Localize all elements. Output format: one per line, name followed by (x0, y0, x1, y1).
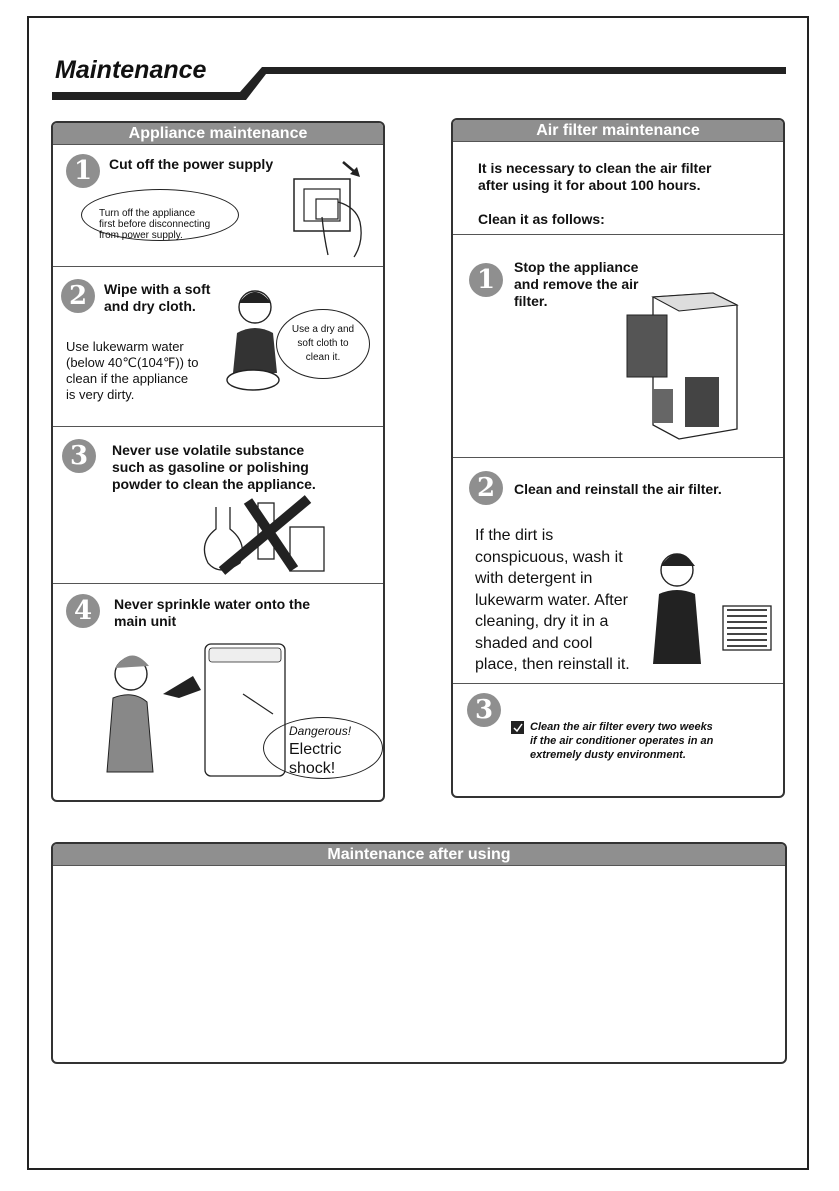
step3-title: Never use volatile substance such as gasoline or polishing powder to clean the appliance. (112, 442, 316, 492)
chemicals-crossed-illustration (198, 499, 338, 579)
step1-title: Cut off the power supply (109, 156, 274, 172)
step4-bubble-big: Electric shock! (289, 741, 342, 777)
step-number-3: 3 (467, 693, 501, 727)
check-icon (511, 721, 525, 735)
step-number-2: 2 (61, 279, 95, 313)
step4-bubble-small: Dangerous! (289, 724, 352, 738)
step-number-3: 3 (62, 439, 96, 473)
step4-title: Never sprinkle water onto the main unit (114, 596, 311, 629)
step2-text: Use lukewarm water (below 40℃(104℉)) to clean if the appliance is very dirty. (66, 339, 199, 402)
woman-washing-illustration (223, 285, 283, 395)
step-number-1: 1 (469, 263, 503, 297)
page-title: Maintenance (55, 56, 207, 84)
filter-step-1 (453, 234, 783, 458)
step2-bubble-text: Use a dry and soft cloth to clean it. (291, 324, 355, 363)
step-number-4: 4 (66, 594, 100, 628)
appliance-maintenance-header: Appliance maintenance (53, 123, 383, 145)
filter-step2-title: Clean and reinstall the air filter. (514, 481, 722, 497)
air-conditioner-filter-illustration (625, 289, 745, 449)
appliance-step-2 (53, 266, 383, 427)
woman-holding-filter-illustration (651, 548, 781, 678)
appliance-step-4 (53, 583, 383, 802)
maintenance-after-using-header: Maintenance after using (53, 844, 785, 866)
appliance-maintenance-panel (51, 121, 385, 802)
filter-intro: It is necessary to clean the air filter after using it for about 100 hours. (478, 160, 712, 193)
filter-step2-text: If the dirt is conspicuous, wash it with detergent in lukewarm water. After cleaning, dry it in a shaded and cool place, then reinstall it. (475, 527, 630, 673)
step2-title: Wipe with a soft and dry cloth. (104, 281, 211, 314)
filter-step1-title: Stop the appliance and remove the air filter. (514, 259, 639, 309)
appliance-step-3 (53, 426, 383, 584)
filter-step-3 (453, 683, 783, 798)
filter-step3-note: Clean the air filter every two weeks if the air conditioner operates in an extremely dusty environment. (530, 721, 714, 761)
step-number-2: 2 (469, 471, 503, 505)
air-filter-maintenance-header: Air filter maintenance (453, 120, 783, 142)
maintenance-after-using-panel (51, 842, 787, 1064)
air-filter-maintenance-panel (451, 118, 785, 798)
step1-bubble-text: Turn off the appliance first before disconnecting from power supply. (99, 208, 211, 241)
filter-follows: Clean it as follows: (478, 211, 605, 227)
power-socket-illustration (288, 157, 378, 257)
sprinkling-water-illustration (93, 634, 293, 784)
step-number-1: 1 (66, 154, 100, 188)
title-rule (0, 0, 839, 110)
filter-step-2 (453, 457, 783, 684)
